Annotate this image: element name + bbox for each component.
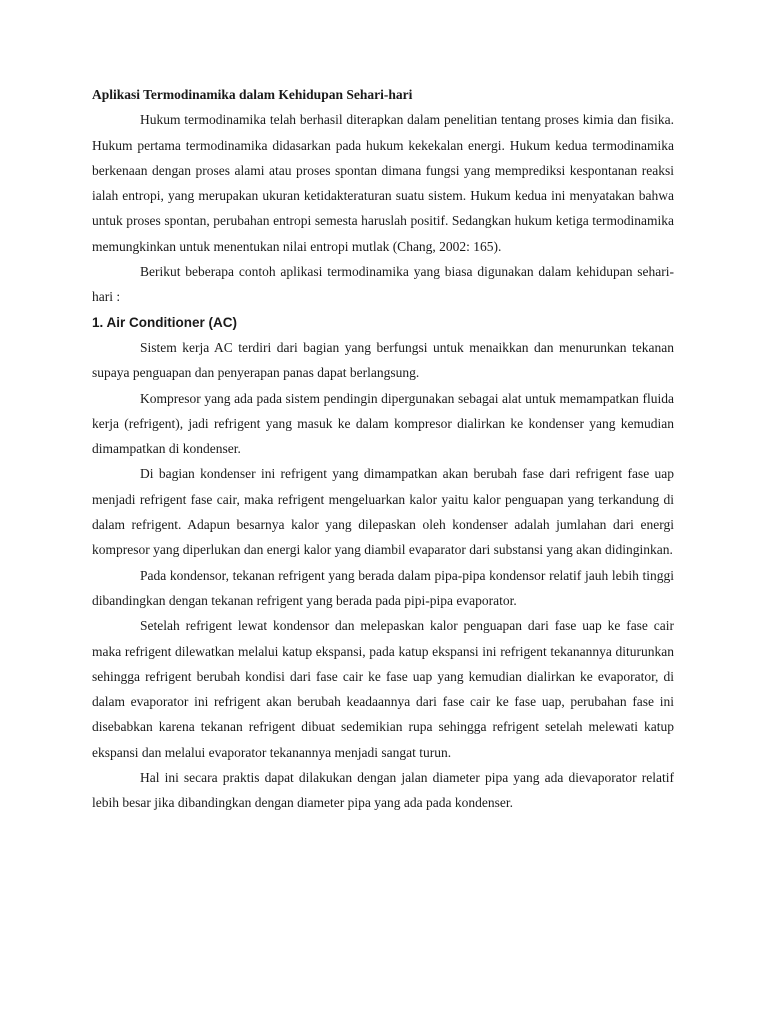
paragraph-ac-3: Di bagian kondenser ini refrigent yang dimampatkan akan berubah fase dari refrigent fase uap menjadi refrigent fase cair, maka refrigent mengeluarkan kalor yaitu kalor penguapan yang terkandung di dalam refrigent. Adapun besarnya kalor yang dilepaskan oleh kondenser adalah jumlahan dari energi kompresor yang diperlukan dan energi kalor yang diambil evaparator dari substansi yang akan didinginkan. xyxy=(92,466,674,558)
paragraph-ac-4: Pada kondensor, tekanan refrigent yang berada dalam pipa-pipa kondensor relatif jauh lebih tinggi dibandingkan dengan tekanan refrigent yang berada pada pipi-pipa evaporator. xyxy=(92,567,674,608)
paragraph-intro-2: Berikut beberapa contoh aplikasi termodinamika yang biasa digunakan dalam kehidupan sehari-hari : xyxy=(92,264,674,305)
section-heading: 1. Air Conditioner (AC) xyxy=(92,314,237,330)
paragraph-intro-1: Hukum termodinamika telah berhasil diterapkan dalam penelitian tentang proses kimia dan fisika. Hukum pertama termodinamika didasarkan pada hukum kekekalan energi. Hukum kedua termodinamika berkenaan dengan proses alami atau proses spontan dimana fungsi yang memprediksi kespontanan reaksi ialah entropi, yang merupakan ukuran ketidakteraturan suatu sistem. Hukum kedua ini menyatakan bahwa untuk proses spontan, perubahan entropi semesta haruslah positif. Sedangkan hukum ketiga termodinamika memungkinkan untuk menentukan nilai entropi mutlak (Chang, 2002: 165). xyxy=(92,112,674,254)
document-title: Aplikasi Termodinamika dalam Kehidupan Sehari-hari xyxy=(92,87,413,102)
paragraph-ac-6: Hal ini secara praktis dapat dilakukan dengan jalan diameter pipa yang ada dievaporator relatif lebih besar jika dibandingkan dengan diameter pipa yang ada pada kondenser. xyxy=(92,770,674,811)
paragraph-ac-1: Sistem kerja AC terdiri dari bagian yang berfungsi untuk menaikkan dan menurunkan tekanan supaya penguapan dan penyerapan panas dapat berlangsung. xyxy=(92,339,674,381)
paragraph-ac-2: Kompresor yang ada pada sistem pendingin dipergunakan sebagai alat untuk memampatkan fluida kerja (refrigent), jadi refrigent yang masuk ke dalam kompresor dialirkan ke kondenser yang kemudian dimampatkan di kondenser. xyxy=(92,390,674,457)
document-page xyxy=(92,82,674,816)
paragraph-ac-5: Setelah refrigent lewat kondensor dan melepaskan kalor penguapan dari fase uap ke fase cair maka refrigent dilewatkan melalui katup ekspansi, pada katup ekspansi ini refrigent tekanannya diturunkan sehingga refrigent berubah kondisi dari fase cair ke fase uap yang kemudian dialirkan ke evaporator, di dalam evaporator ini refrigent akan berubah keadaannya dari fase cair ke fase uap, perubahan fase ini disebabkan karena tekanan refrigent dibuat sedemikian rupa sehingga refrigent setelah melewati katup ekspansi dan melalui evaporator tekanannya menjadi sangat turun. xyxy=(92,618,674,760)
